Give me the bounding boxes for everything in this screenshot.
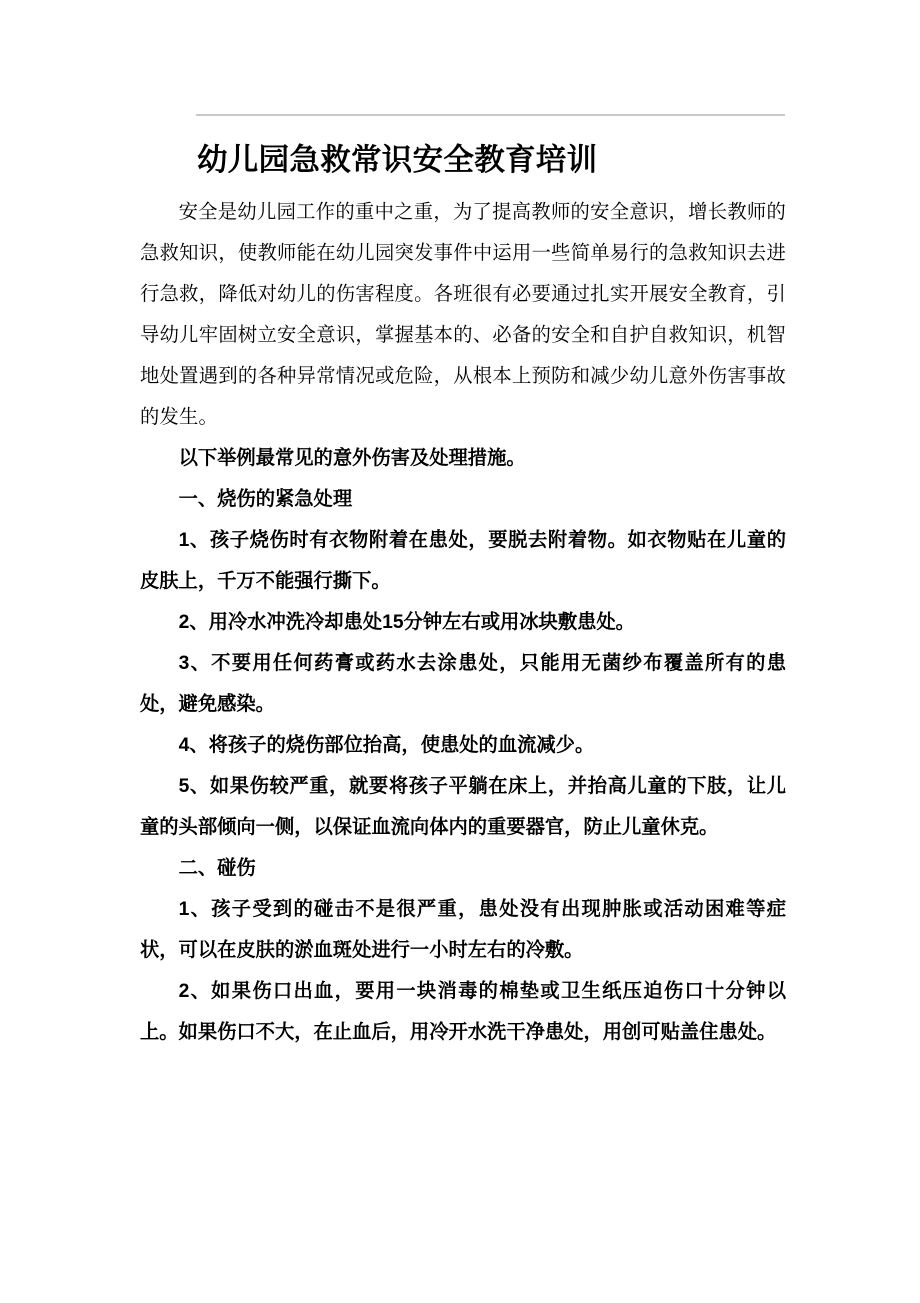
- page-title: 幼儿园急救常识安全教育培训: [197, 143, 598, 178]
- paragraph-intro: 安全是幼儿园工作的重中之重，为了提高教师的安全意识，增长教师的急救知识，使教师能在幼儿园突发事件中运用一些简单易行的急救知识去进行急救，降低对幼儿的伤害程度。各班很有必要通过扎实开展安全教育，引导幼儿牢固树立安全意识，掌握基本的、必备的安全和自护自救知识，机智地处置遇到的各种异常情况或危险，从根本上预防和减少幼儿意外伤害事故的发生。: [140, 202, 786, 428]
- list-item-bruise-1: 1、孩子受到的碰击不是很严重，患处没有出现肿胀或活动困难等症状，可以在皮肤的淤血斑处进行一小时左右的冷敷。: [140, 899, 786, 961]
- section-two-heading: 二、碰伤: [178, 858, 256, 879]
- list-item-burn-4: 4、将孩子的烧伤部位抬高，使患处的血流减少。: [178, 735, 595, 756]
- list-item-burn-3: 3、不要用任何药膏或药水去涂患处，只能用无菌纱布覆盖所有的患处，避免感染。: [140, 653, 786, 715]
- paragraph-examples-lead: 以下举例最常见的意外伤害及处理措施。: [178, 448, 526, 469]
- document-body: [140, 192, 786, 1053]
- list-item-burn-2: 2、用冷水冲洗冷却患处15分钟左右或用冰块敷患处。: [178, 612, 635, 633]
- list-item-burn-5: 5、如果伤较严重，就要将孩子平躺在床上，并抬高儿童的下肢，让儿童的头部倾向一侧，以保证血流向体内的重要器官，防止儿童休克。: [140, 776, 786, 838]
- list-item-bruise-2: 2、如果伤口出血，要用一块消毒的棉垫或卫生纸压迫伤口十分钟以上。如果伤口不大，在止血后，用冷开水洗干净患处，用创可贴盖住患处。: [140, 981, 786, 1043]
- title-divider-rule: [196, 114, 785, 116]
- list-item-burn-1: 1、孩子烧伤时有衣物附着在患处，要脱去附着物。如衣物贴在儿童的皮肤上，千万不能强行撕下。: [140, 530, 786, 592]
- section-one-heading: 一、烧伤的紧急处理: [178, 489, 353, 510]
